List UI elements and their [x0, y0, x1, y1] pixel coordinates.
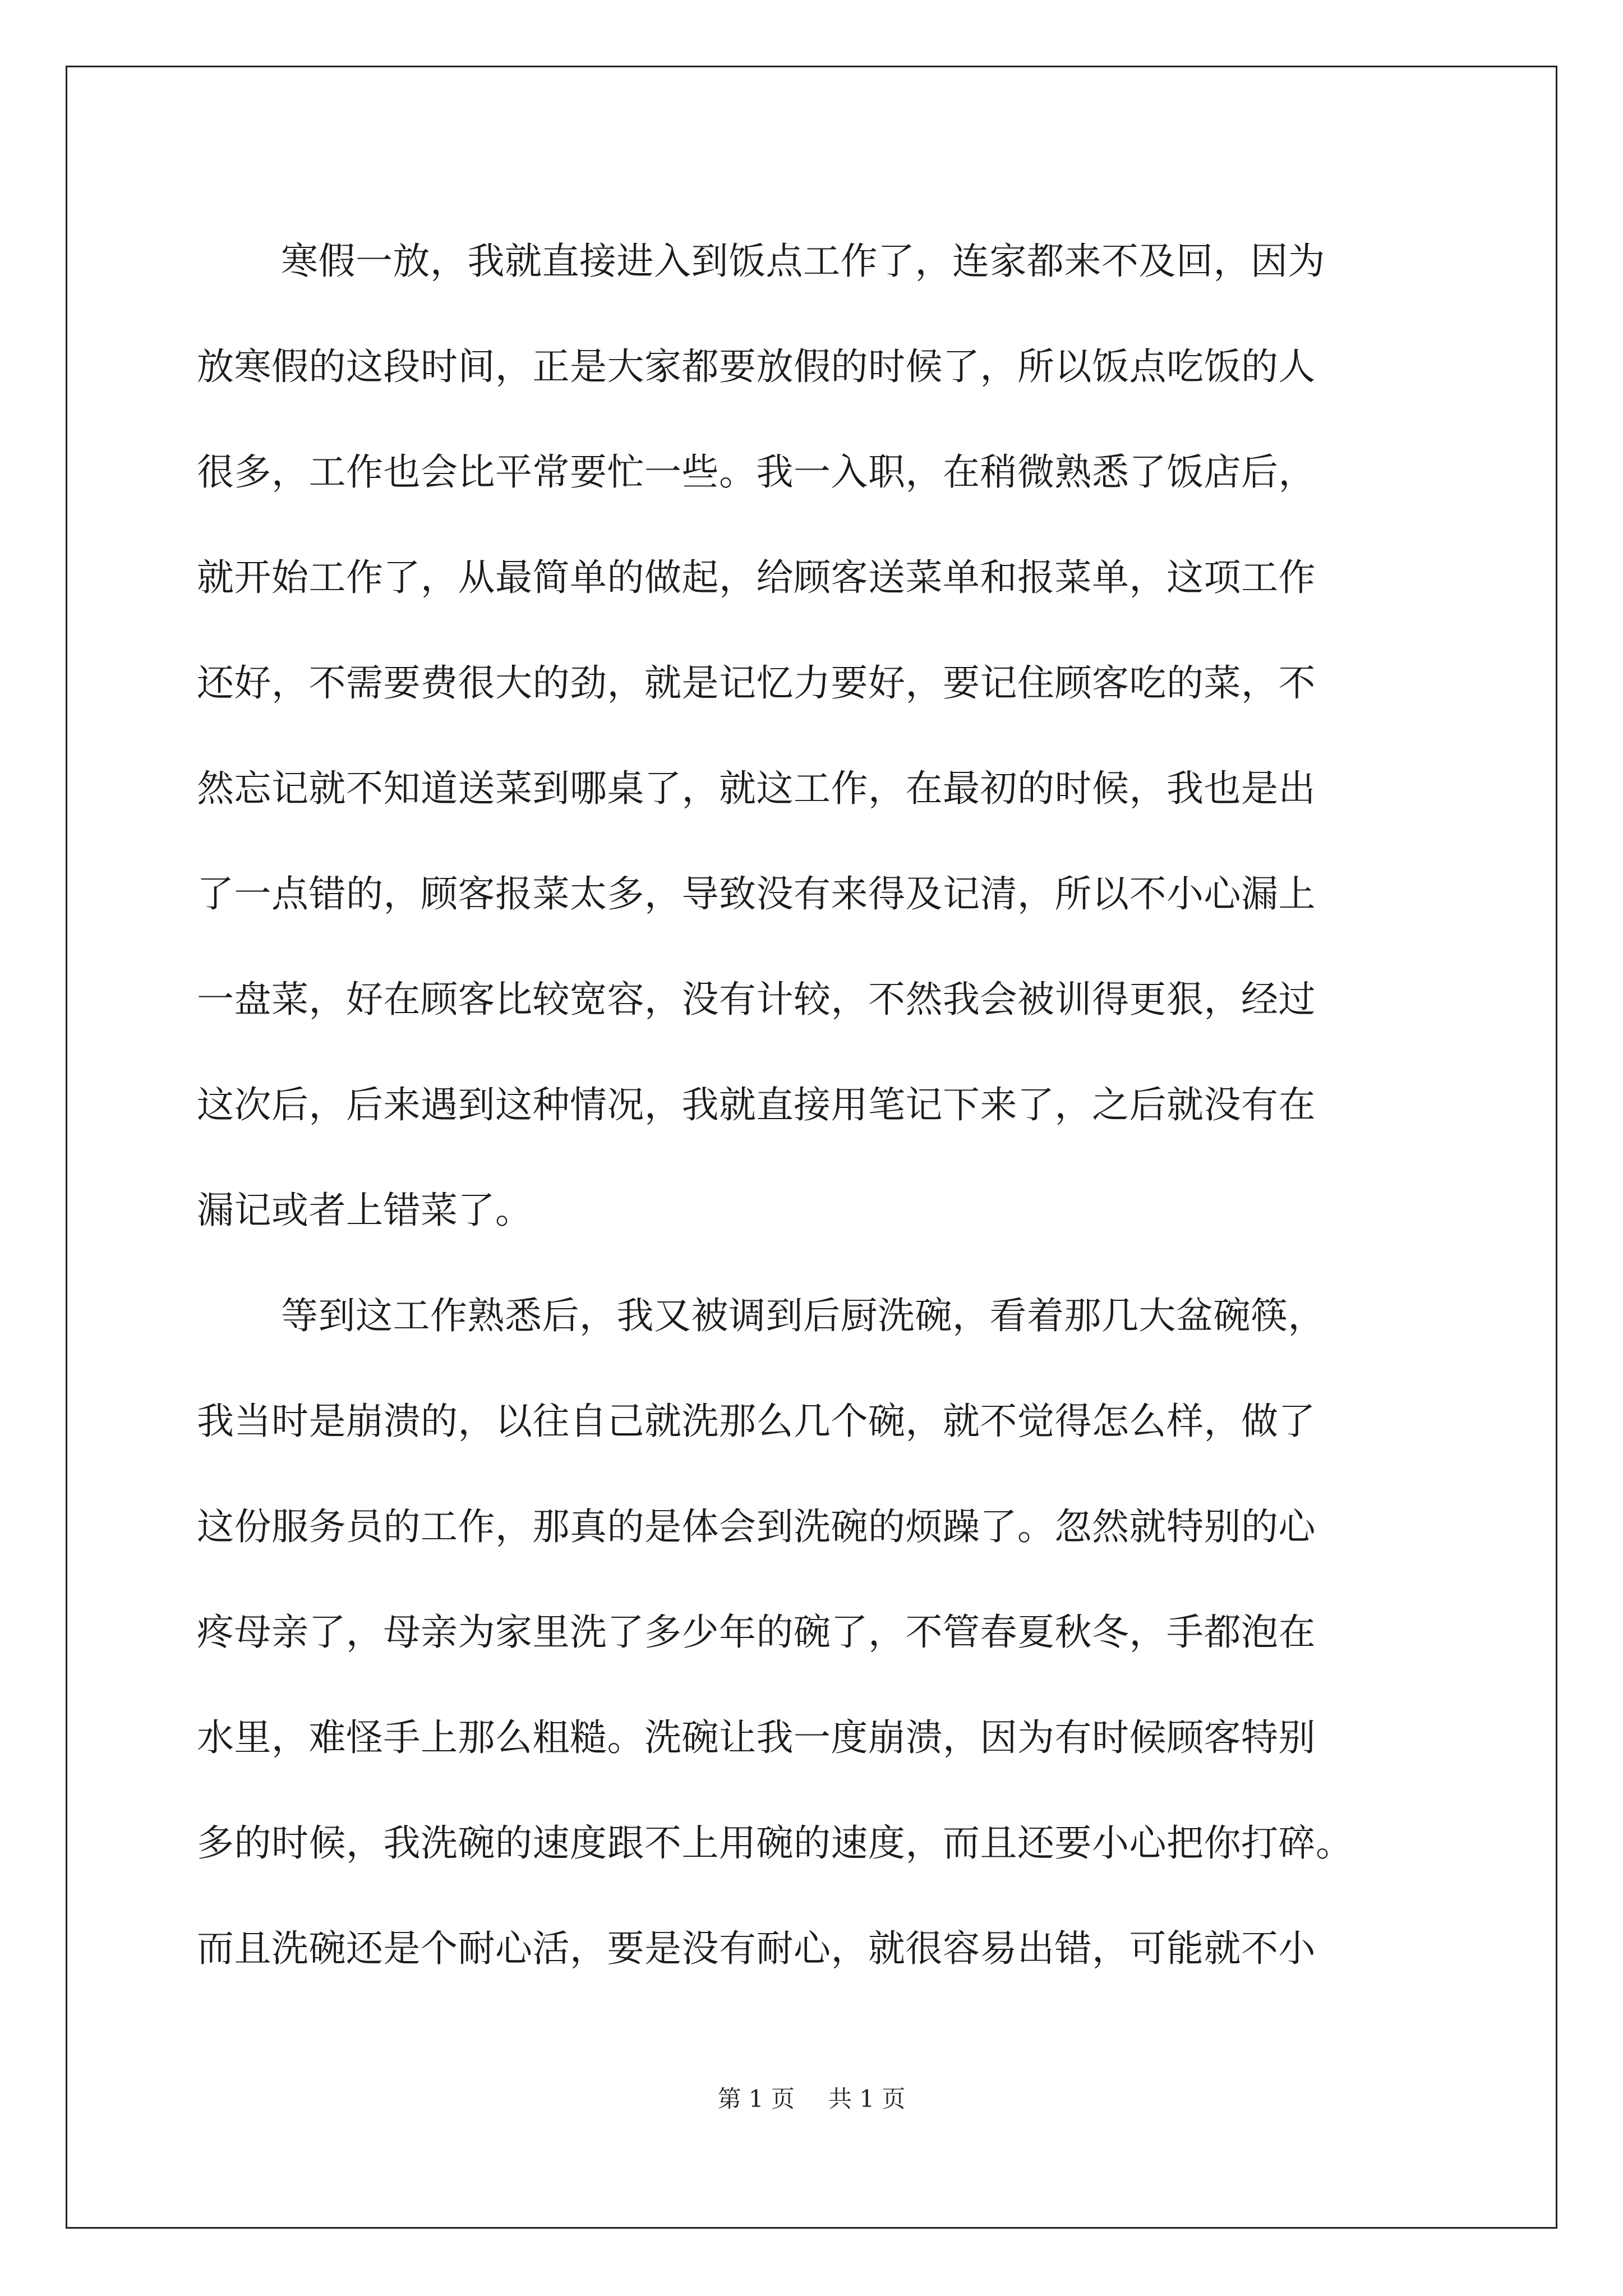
paragraph-1-line-7: 了一点错的，顾客报菜太多，导致没有来得及记清，所以不小心漏上: [197, 872, 1316, 915]
paragraph-2-line-6: 多的时候，我洗碗的速度跟不上用碗的速度，而且还要小心把你打碎。: [197, 1821, 1353, 1865]
paragraph-1-line-6: 然忘记就不知道送菜到哪桌了，就这工作，在最初的时候，我也是出: [197, 767, 1316, 810]
paragraph-2-line-3: 这份服务员的工作，那真的是体会到洗碗的烦躁了。忽然就特别的心: [197, 1505, 1316, 1548]
paragraph-1-line-3: 很多，工作也会比平常要忙一些。我一入职，在稍微熟悉了饭店后，: [197, 450, 1316, 494]
paragraph-2-line-4: 疼母亲了，母亲为家里洗了多少年的碗了，不管春夏秋冬，手都泡在: [197, 1611, 1316, 1654]
paragraph-1-line-5: 还好，不需要费很大的劲，就是记忆力要好，要记住顾客吃的菜，不: [197, 661, 1316, 705]
paragraph-1-line-1: 寒假一放，我就直接进入到饭点工作了，连家都来不及回，因为: [281, 240, 1325, 283]
paragraph-2-line-2: 我当时是崩溃的，以往自己就洗那么几个碗，就不觉得怎么样，做了: [197, 1400, 1316, 1443]
paragraph-1-line-8: 一盘菜，好在顾客比较宽容，没有计较，不然我会被训得更狠，经过: [197, 978, 1316, 1021]
document-body: [197, 209, 1431, 2001]
paragraph-1-line-9: 这次后，后来遇到这种情况，我就直接用笔记下来了，之后就没有在: [197, 1083, 1316, 1126]
paragraph-2-line-1: 等到这工作熟悉后，我又被调到后厨洗碗，看着那几大盆碗筷，: [281, 1294, 1325, 1337]
paragraph-1-line-10: 漏记或者上错菜了。: [197, 1189, 533, 1232]
paragraph-2-line-7: 而且洗碗还是个耐心活，要是没有耐心，就很容易出错，可能就不小: [197, 1927, 1316, 1970]
page-footer: [0, 2081, 1623, 2114]
paragraph-1-line-4: 就开始工作了，从最简单的做起，给顾客送菜单和报菜单，这项工作: [197, 556, 1316, 599]
page-number-current: 第 1 页: [717, 2085, 795, 2113]
page-number-total: 共 1 页: [828, 2085, 906, 2113]
paragraph-2-line-5: 水里，难怪手上那么粗糙。洗碗让我一度崩溃，因为有时候顾客特别: [197, 1716, 1316, 1759]
paragraph-1-line-2: 放寒假的这段时间，正是大家都要放假的时候了，所以饭点吃饭的人: [197, 345, 1316, 388]
